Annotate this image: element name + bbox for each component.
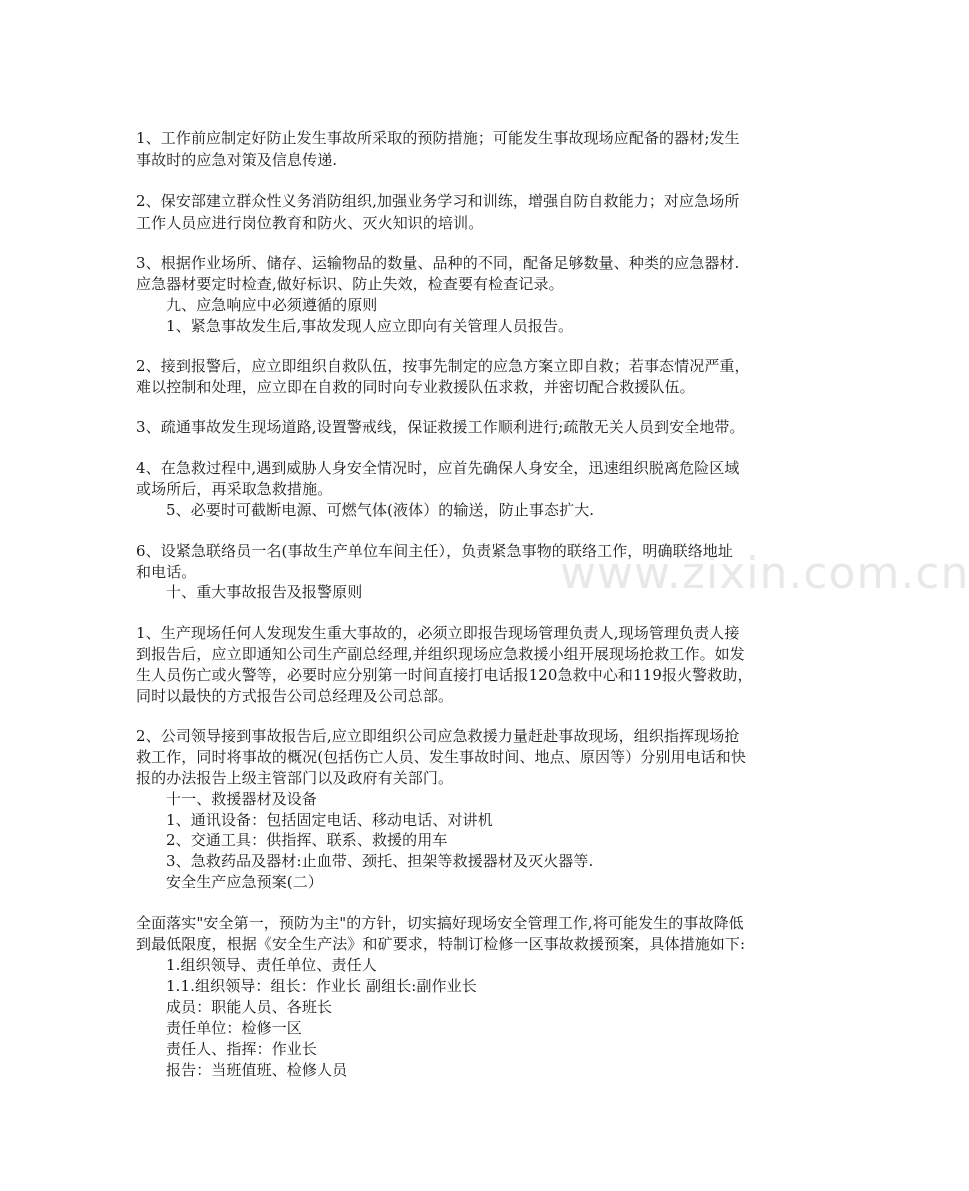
watermark: www.zixin.com.cn [560,548,969,599]
list-item: 报告：当班值班、检修人员 [166,1061,348,1079]
text-line: 工作人员应进行岗位教育和防火、灭火知识的培训。 [136,214,484,232]
text-line: 或场所后，再采取急救措施。 [136,480,333,498]
list-item: 2、交通工具：供指挥、联系、救援的用车 [166,831,448,849]
list-item: 3、急救药品及器材:止血带、颈托、担架等救援器材及灭火器等. [166,852,594,870]
text-line: 难以控制和处理，应立即在自救的同时向专业救援队伍求救，并密切配合救援队伍。 [136,378,695,396]
text-line: 生人员伤亡或火警等，必要时应分别第一时间直接打电话报120急救中心和119报火警救助， [136,666,753,684]
text-line: 报的办法报告上级主管部门以及政府有关部门。 [136,769,454,787]
list-item: 1.1.组织领导：组长：作业长 副组长:副作业长 [166,977,477,995]
list-item: 责任人、指挥：作业长 [166,1040,318,1058]
text-line: 1、工作前应制定好防止发生事故所采取的预防措施；可能发生事故现场应配备的器材;发生 [136,129,740,147]
text-line: 同时以最快的方式报告公司总经理及公司总部。 [136,687,454,705]
list-item: 责任单位：检修一区 [166,1019,302,1037]
text-line: 救工作，同时将事故的概况(包括伤亡人员、发生事故时间、地点、原因等）分别用电话和快 [136,748,746,766]
section-heading: 安全生产应急预案(二） [166,873,323,891]
text-line: 5、必要时可截断电源、可燃气体(液体）的输送，防止事态扩大. [166,501,595,519]
text-line: 3、疏通事故发生现场道路,设置警戒线，保证救援工作顺利进行;疏散无关人员到安全地带。 [136,418,745,436]
text-line: 2、公司领导接到事故报告后,应立即组织公司应急救援力量赶赴事故现场，组织指挥现场抢 [136,727,740,745]
list-item: 成员：职能人员、各班长 [166,998,333,1016]
text-line: 2、接到报警后，应立即组织自救队伍，按事先制定的应急方案立即自救；若事态情况严重， [136,357,750,375]
text-line: 6、设紧急联络员一名(事故生产单位车间主任），负责紧急事物的联络工作，明确联络地址 [136,542,733,560]
text-line: 2、保安部建立群众性义务消防组织,加强业务学习和训练，增强自防自救能力；对应急场所 [136,192,740,210]
text-line: 事故时的应急对策及信息传递. [136,151,338,169]
list-item: 1、通讯设备：包括固定电话、移动电话、对讲机 [166,811,493,829]
section-heading: 九、应急响应中必须遵循的原则 [166,296,378,314]
text-line: 应急器材要定时检查,做好标识、防止失效，检查要有检查记录。 [136,275,564,293]
text-line: 和电话。 [136,563,197,581]
text-line: 到最低限度，根据《安全生产法》和矿要求，特制订检修一区事故救援预案，具体措施如下: [136,935,746,953]
section-heading: 1.组织领导、责任单位、责任人 [166,956,377,974]
text-line: 4、在急救过程中,遇到威胁人身安全情况时，应首先确保人身安全，迅速组织脱离危险区域 [136,459,740,477]
text-line: 3、根据作业场所、储存、运输物品的数量、品种的不同，配备足够数量、种类的应急器材. [136,254,740,272]
text-line: 1、紧急事故发生后,事故发现人应立即向有关管理人员报告。 [166,317,574,335]
section-heading: 十、重大事故报告及报警原则 [166,583,363,601]
text-line: 全面落实"安全第一，预防为主"的方针，切实搞好现场安全管理工作,将可能发生的事故降低 [136,914,744,932]
text-line: 到报告后，应立即通知公司生产副总经理,并组织现场应急救援小组开展现场抢救工作。如发 [136,645,745,663]
section-heading: 十一、救援器材及设备 [166,790,318,808]
text-line: 1、生产现场任何人发现发生重大事故的，必须立即报告现场管理负责人,现场管理负责人接 [136,624,740,642]
